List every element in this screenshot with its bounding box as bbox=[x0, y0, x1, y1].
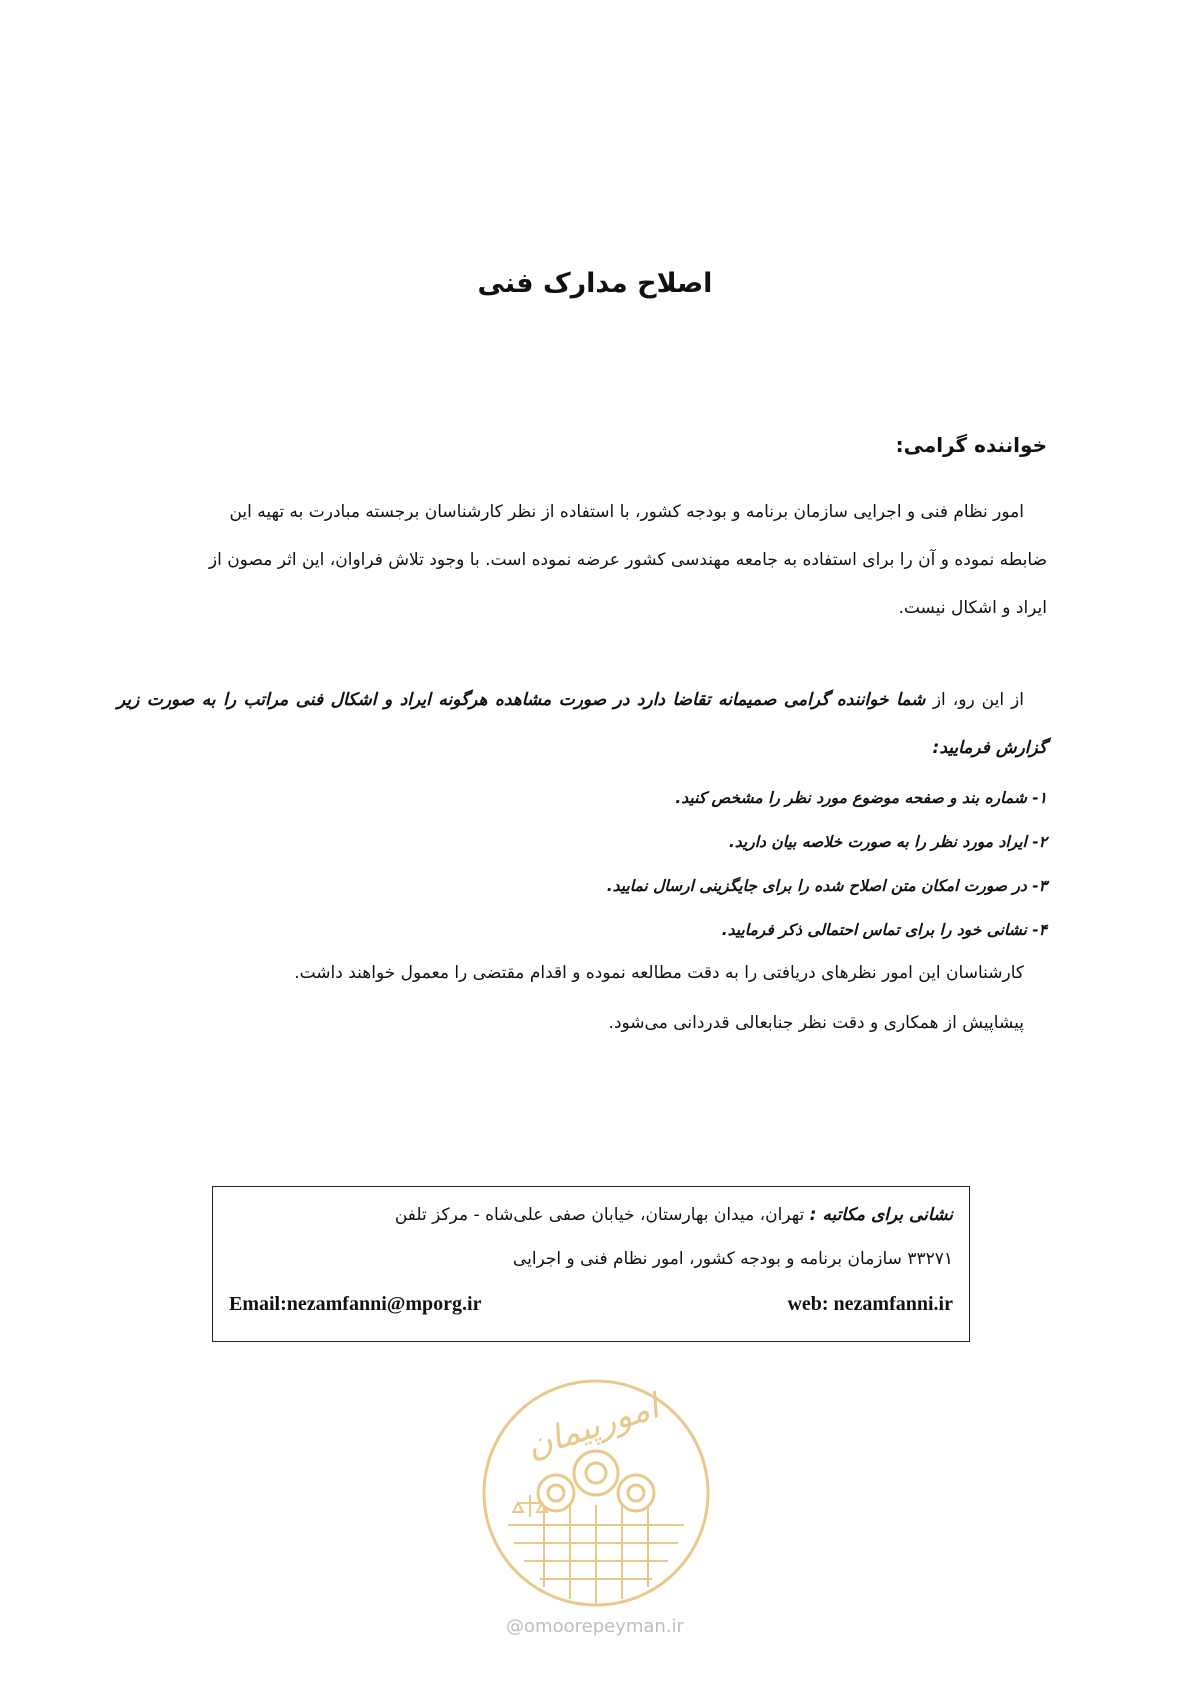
intro-line-1: امور نظام فنی و اجرایی سازمان برنامه و بودجه کشور، با استفاده از نظر کارشناسان برجسته مبادرت به تهیه این bbox=[229, 502, 1024, 522]
request-emphasis: شما خواننده گرامی صمیمانه تقاضا دارد در صورت مشاهده هرگونه ایراد و اشکال فنی مراتب را به صورت زیر گزارش فرمایید: bbox=[117, 690, 1047, 758]
step-item-4: ۴- نشانی خود را برای تماس احتمالی ذکر فرمایید. bbox=[721, 921, 1047, 939]
watermark-caption: @omoorepeyman.ir bbox=[506, 1616, 684, 1637]
page-title: اصلاح مدارک فنی bbox=[477, 268, 713, 299]
watermark-seal-text: امورپیمان bbox=[521, 1386, 664, 1467]
closing-line-1: کارشناسان این امور نظرهای دریافتی را به دقت مطالعه نموده و اقدام مقتضی را معمول خواهند داشت. bbox=[294, 963, 1024, 983]
step-item-3: ۳- در صورت امکان متن اصلاح شده را برای جایگزینی ارسال نمایید. bbox=[606, 877, 1047, 895]
contact-address-text-1: تهران، میدان بهارستان، خیابان صفی علی‌شاه - مرکز تلفن bbox=[394, 1205, 805, 1225]
intro-paragraph bbox=[117, 488, 1047, 632]
contact-box bbox=[212, 1186, 970, 1342]
intro-line-3: ایراد و اشکال نیست. bbox=[898, 598, 1047, 618]
request-paragraph bbox=[117, 676, 1047, 772]
closing-paragraph bbox=[124, 948, 1024, 1048]
contact-label: نشانی برای مکاتبه : bbox=[809, 1205, 953, 1225]
intro-line-2: ضابطه نموده و آن را برای استفاده به جامعه مهندسی کشور عرضه نموده است. با وجود تلاش فراوان، این اثر مصون از bbox=[208, 550, 1047, 570]
step-item-2: ۲- ایراد مورد نظر را به صورت خلاصه بیان دارید. bbox=[728, 833, 1047, 851]
watermark-seal-logo bbox=[478, 1375, 714, 1611]
contact-web-link[interactable]: web: nezamfanni.ir bbox=[787, 1293, 953, 1315]
seal-gear-right bbox=[618, 1475, 654, 1511]
seal-gear-center bbox=[574, 1451, 618, 1495]
greeting-heading: خواننده گرامی: bbox=[895, 433, 1047, 457]
contact-email-link[interactable]: Email:nezamfanni@mporg.ir bbox=[229, 1293, 482, 1315]
closing-line-2: پیشاپیش از همکاری و دقت نظر جنابعالی قدردانی می‌شود. bbox=[608, 1013, 1024, 1033]
contact-address-line-1 bbox=[395, 1205, 953, 1225]
step-item-1: ۱- شماره بند و صفحه موضوع مورد نظر را مشخص کنید. bbox=[675, 789, 1047, 807]
contact-address-line-2: ۳۳۲۷۱ سازمان برنامه و بودجه کشور، امور نظام فنی و اجرایی bbox=[512, 1249, 953, 1269]
steps-list bbox=[117, 776, 1047, 952]
request-lead: از این رو، از bbox=[932, 690, 1024, 710]
